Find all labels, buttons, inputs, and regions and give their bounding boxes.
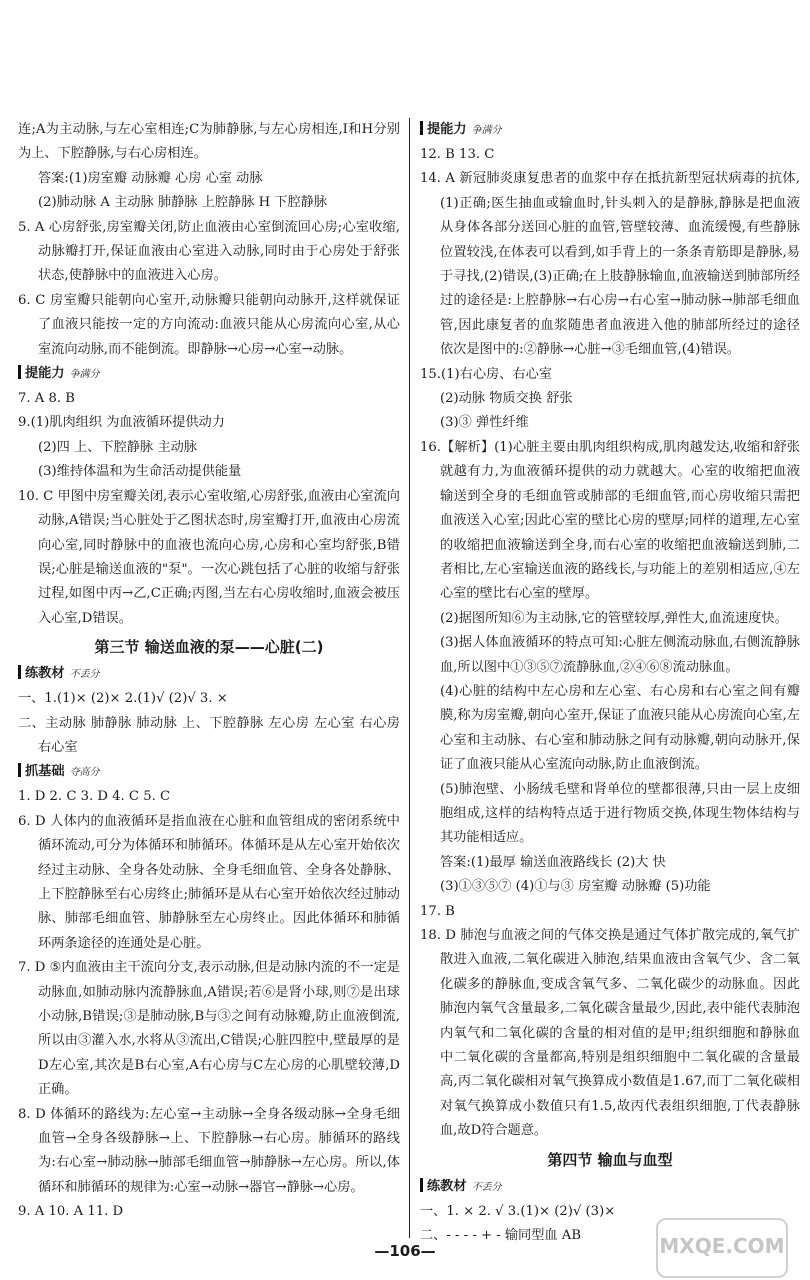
question-18: 18. D 肺泡与血液之间的气体交换是通过气体扩散完成的,氧气扩散进入血液,二氧化碳进入肺泡,结果血液由含氧气少、含二氧化碳多的静脉血,变成含氧气多、二氧化碳少的动脉血。因此肺泡内氧气含量最多,二氧化碳含量最少,因此,表中能代表肺泡内氧气和二氧化碳的含量的相对值的是甲;组织细胞和静脉血中二氧化碳的含量都高,特别是组织细胞中二氧化碳的含量最高,丙二氧化碳相对氧气换算成小数值是1.67,而丁二氧化碳相对氧气换算成小数值只有1.5,故丙代表组织细胞,丁代表静脉血,故D符合题意。: [420, 928, 800, 1139]
left-column: [18, 118, 400, 1225]
question-17: 17. B: [420, 903, 455, 919]
question-6: 6. C 房室瓣只能朝向心室开,动脉瓣只能朝向动脉开,这样就保证了血液只能按一定的方向流动:血液只能从心房流向心室,从心室流向动脉,而不能倒流。即静脉→心房→心室→动脉。: [18, 292, 400, 357]
lianjiaocai-2: 二、主动脉 肺静脉 肺动脉 上、下腔静脉 左心房 左心室 右心房 右心室: [18, 715, 400, 755]
question-15-3: (3)③ 弹性纤维: [440, 415, 529, 431]
section-tag-tinengli: 提能力 争满分: [18, 363, 400, 386]
tag-bar-icon: [420, 121, 423, 135]
question-9-11: 9. A 10. A 11. D: [18, 1204, 124, 1220]
right-column: [420, 118, 800, 1248]
watermark-logo: MXQE.COM: [656, 1218, 788, 1278]
lianjiaocai-right-2: 二、- - - - + - 输同型血 AB: [420, 1228, 582, 1244]
question-9-2: (2)四 上、下腔静脉 主动脉: [38, 439, 197, 455]
tag-bar-icon: [18, 365, 21, 379]
question-15-1: 15.(1)右心房、右心室: [420, 366, 552, 382]
question-9-1: 9.(1)肌肉组织 为血液循环提供动力: [18, 415, 225, 431]
intro-answer-2: (2)肺动脉 A 主动脉 肺静脉 上腔静脉 H 下腔静脉: [38, 195, 328, 211]
intro-answer: 答案:(1)房室瓣 动脉瓣 心房 心室 动脉: [38, 170, 263, 186]
section-tag-lianjiaocai-right: 练教材 不丢分: [420, 1176, 800, 1199]
lianjiaocai-right-1: 一、1. × 2. √ 3.(1)× (2)√ (3)×: [420, 1203, 616, 1219]
question-15-2: (2)动脉 物质交换 舒张: [440, 391, 573, 407]
intro-line-1: 连;A为主动脉,与左心室相连;C为肺静脉,与左心房相连,I和H分别为上、下腔静脉,与右心房相连。: [18, 122, 400, 162]
question-5: 5. A 心房舒张,房室瓣关闭,防止血液由心室倒流回心房;心室收缩,动脉瓣打开,保证血液由心室进入动脉,同时由于心房处于舒张状态,使静脉中的血液进入心房。: [18, 219, 400, 284]
question-1-5: 1. D 2. C 3. D 4. C 5. C: [18, 789, 171, 805]
section-title-3: 第三节 输送血液的泵——心脏(二): [94, 638, 324, 657]
column-divider: [409, 118, 410, 1238]
question-8: 8. D 体循环的路线为:左心室→主动脉→全身各级动脉→全身毛细血管→全身各级静脉→上、下腔静脉→右心房。肺循环的路线为:右心室→肺动脉→肺部毛细血管→肺静脉→左心房。所以,体循环和肺循环的规律为:心室→动脉→器官→静脉→心房。: [18, 1106, 400, 1195]
question-16-part5: (5)肺泡壁、小肠绒毛壁和肾单位的壁都很薄,只由一层上皮细胞组成,这样的结构特点适于进行物质交换,体现生物体结构与其功能相适应。: [440, 781, 800, 846]
question-16-answer: 答案:(1)最厚 输送血液路线长 (2)大 快: [440, 854, 666, 870]
page-number: —106—: [374, 1242, 436, 1260]
question-16-analysis: 16.【解析】(1)心脏主要由肌肉组织构成,肌肉越发达,收缩和舒张就越有力,为血液循环提供的动力就越大。心室的收缩把血液输送到全身的毛细血管或肺部的毛细血管,而心房收缩只需把血液送入心室;因此心室的壁比心房的壁厚;同样的道理,左心室的收缩把血液输送到全身,而右心室的收缩把血液输送到肺,二者相比,左心室输送血液的路线长,与功能上的差别相适应,④左心室的壁比右心室的壁厚。: [420, 439, 800, 602]
section-tag-zhuajichu: 抓基础 夺高分: [18, 761, 400, 784]
question-16-part4: (4)心脏的结构中左心房和左心室、右心房和右心室之间有瓣膜,称为房室瓣,朝向心室开,保证了血液只能从心房流向心室,左心室和主动脉、右心室和肺动脉之间有动脉瓣,朝向动脉开,保证了血液只能从心室流向动脉,防止血液倒流。: [440, 683, 800, 773]
section-tag-lianjiaocai: 练教材 不丢分: [18, 663, 400, 686]
question-12-13: 12. B 13. C: [420, 147, 495, 162]
section-title-4: 第四节 输血与血型: [547, 1150, 673, 1169]
tag-bar-icon: [18, 763, 21, 777]
lianjiaocai-1: 一、1.(1)× (2)× 2.(1)√ (2)√ 3. ×: [18, 691, 228, 707]
question-16-part3: (3)据人体血液循环的特点可知:心脏左侧流动脉血,右侧流静脉血,所以图中①③⑤⑦流静脉血,②④⑥⑧流动脉血。: [440, 635, 800, 675]
question-7b: 7. D ⑤内血液由主干流向分支,表示动脉,但是动脉内流的不一定是动脉血,如肺动脉内流静脉血,A错误;若⑥是肾小球,则⑦是出球小动脉,B错误;③是肺动脉,B与③之间有动脉瓣,防止血液倒流,所以由③灌入水,水将从③流出,C错误;心脏四腔中,壁最厚的是D左心室,其次是B右心室,A右心房与C左心房的心肌壁较薄,D正确。: [18, 960, 400, 1098]
section-tag-tinengli-right: 提能力 争满分: [420, 119, 800, 142]
question-9-3: (3)维持体温和为生命活动提供能量: [38, 464, 242, 480]
tag-bar-icon: [420, 1178, 423, 1192]
question-16-answer-2: (3)①③⑤⑦ (4)①与③ 房室瓣 动脉瓣 (5)功能: [440, 879, 711, 895]
tag-bar-icon: [18, 665, 21, 679]
question-16-part2: (2)据图所知⑥为主动脉,它的管壁较厚,弹性大,血流速度快。: [440, 610, 788, 626]
question-14: 14. A 新冠肺炎康复患者的血浆中存在抵抗新型冠状病毒的抗体,(1)正确;医生抽血或输血时,针头刺入的是静脉,静脉是把血液从身体各部分送回心脏的血管,管壁较薄、血流缓慢,有些静脉位置较浅,在体表可以看到,如手背上的一条条青筋即是静脉,易于寻找,(2)错误,(3)正确;在上肢静脉输血,血液输送到肺部所经过的途径是:上腔静脉→右心房→右心室→肺动脉→肺部毛细血管,因此康复者的血浆随患者血液进入他的肺部所经过的途径依次是图中的:②静脉→心脏→③毛细血管,(4)错误。: [420, 171, 800, 358]
question-7-8: 7. A 8. B: [18, 391, 75, 407]
question-6b: 6. D 人体内的血液循环是指血液在心脏和血管组成的密闭系统中循环流动,可分为体循环和肺循环。体循环是从左心室开始依次经过主动脉、全身各处动脉、全身毛细血管、全身各处静脉、上下腔静脉至右心房终止;肺循环是从右心室开始依次经过肺动脉、肺部毛细血管、肺静脉至左心房终止。因此体循环和肺循环两条途径的连通处是心脏。: [18, 813, 400, 951]
question-10: 10. C 甲图中房室瓣关闭,表示心室收缩,心房舒张,血液由心室流向动脉,A错误;当心脏处于乙图状态时,房室瓣打开,血液由心房流向心室,同时静脉中的血液也流向心房,心房和心室均舒张,B错误;心脏是输送血液的"泵"。一次心跳包括了心脏的收缩与舒张过程,如图中丙→乙,C正确;丙图,当左右心房收缩时,血液会被压入心室,D错误。: [18, 488, 400, 626]
